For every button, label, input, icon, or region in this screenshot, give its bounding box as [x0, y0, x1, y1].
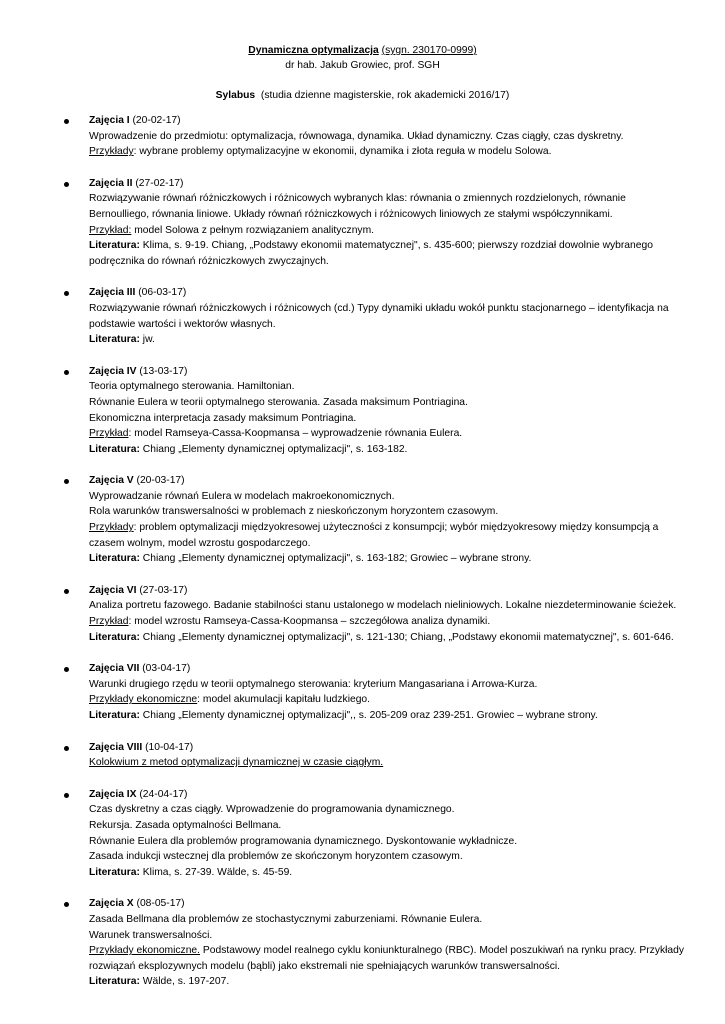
line-text: : wybrane problemy optymalizacyjne w ekonomii, dynamika i złota reguła w modelu Solowa.: [133, 146, 552, 158]
line-text: Chiang „Elementy dynamicznej optymalizacji",, s. 205-209 oraz 239-251. Growiec – wybrane strony.: [139, 710, 598, 721]
line-text: Czas dyskretny a czas ciągły. Wprowadzenie do programowania dynamicznego.: [89, 804, 455, 816]
lecturer-name: dr hab. Jakub Growiec, prof. SGH: [285, 60, 440, 71]
session-item: [0, 364, 725, 458]
line-text: Rozwiązywanie równań różniczkowych i różnicowych wybranych klas: równania o zmiennych rozdzielonych, równanie Bernoulliego, równania liniowe. Układy równań różniczkowych i różnicowych liniowych ze stałymi współczynnikami.: [89, 193, 626, 220]
line-text: model Solowa z pełnym rozwiązaniem analitycznym.: [131, 224, 375, 236]
session-line: [89, 865, 685, 881]
session-line: [89, 144, 685, 160]
session-title: Zajęcia VIII: [89, 741, 143, 753]
bullet-icon: [64, 589, 69, 594]
session-line: [89, 551, 685, 567]
line-text: jw.: [139, 334, 155, 346]
session-heading: [89, 787, 685, 803]
session-title: Zajęcia II: [89, 177, 133, 189]
session-line: [89, 379, 685, 395]
session-line: [89, 223, 685, 239]
line-text: Klima, s. 27-39. Wälde, s. 45-59.: [139, 866, 293, 878]
line-text: Zasada Bellmana dla problemów ze stochastycznymi zaburzeniami. Równanie Eulera.: [89, 913, 483, 925]
session-line: [89, 191, 685, 222]
line-text: Rozwiązywanie równań różniczkowych i różnicowych (cd.) Typy dynamiki układu wokół punktu stacjonarnego – identyfikacja na podstawie wartości i wektorów własnych.: [89, 302, 669, 330]
session-line: [89, 928, 685, 944]
literature-label: Literatura:: [89, 631, 140, 643]
session-line: [89, 708, 685, 724]
line-text: Podstawowy model realnego cyklu koniunkturalnego (RBC). Model poszukiwań na rynku pracy. Przykłady rozwiązań eksplozywnych modelu (bąbli) jako ekstremali nie spełniających warunków transwersalności.: [89, 945, 685, 972]
literature-label: Literatura:: [89, 710, 140, 721]
literature-label: Literatura:: [89, 976, 140, 988]
course-heading: [0, 43, 725, 58]
session-heading: [89, 740, 685, 756]
session-title: Zajęcia III: [89, 287, 136, 299]
session-line: [89, 598, 685, 614]
bullet-icon: [64, 902, 69, 907]
bullet-icon: [64, 370, 69, 375]
session-heading: [89, 473, 685, 489]
line-text: Wprowadzenie do przedmiotu: optymalizacja, równowaga, dynamika. Układ dynamiczny. Czas ciągły, czas dyskretny.: [89, 130, 624, 142]
session-item: [0, 787, 725, 881]
session-heading: [89, 661, 685, 677]
session-line: [89, 411, 685, 427]
literature-label: Literatura:: [89, 553, 140, 565]
session-item: [0, 661, 725, 723]
session-line: [89, 818, 685, 834]
line-text: Klima, s. 9-19. Chiang, „Podstawy ekonomii matematycznej", s. 435-600; pierwszy rozdział dowolnie wybranego podręcznika do równań różniczkowych zwyczajnych.: [89, 240, 653, 267]
session-item: [0, 285, 725, 347]
session-heading: [89, 896, 685, 912]
session-heading: [89, 176, 685, 192]
course-title: Dynamiczna optymalizacja: [248, 45, 379, 56]
literature-label: Literatura:: [89, 334, 140, 346]
line-text: Analiza portretu fazowego. Badanie stabilności stanu ustalonego w modelach nieliniowych. Lokalne niezdeterminowanie ścieżek.: [89, 600, 677, 612]
syllabus-label: Sylabus: [215, 90, 256, 101]
session-date: (27-02-17): [132, 177, 184, 189]
line-text: Teoria optymalnego sterowania. Hamiltonian.: [89, 381, 295, 393]
session-line: [89, 520, 685, 551]
session-line: [89, 332, 685, 348]
session-date: (08-05-17): [133, 898, 185, 910]
session-line: [89, 301, 685, 332]
line-label: Przykład: [89, 616, 129, 628]
syllabus-heading: [0, 88, 725, 103]
session-line: [89, 755, 685, 771]
session-line: [89, 489, 685, 505]
session-date: (27-03-17): [136, 584, 188, 596]
bullet-icon: [64, 182, 69, 187]
bullet-icon: [64, 119, 69, 124]
line-text: Zasada indukcji wstecznej dla problemów ze skończonym horyzontem czasowym.: [89, 851, 463, 863]
line-text: Równanie Eulera w teorii optymalnego sterowania. Zasada maksimum Pontriagina.: [89, 396, 468, 408]
session-title: Zajęcia X: [89, 898, 134, 910]
session-title: Zajęcia VII: [89, 663, 140, 675]
session-line: [89, 395, 685, 411]
line-text: : problem optymalizacji międzyokresowej użyteczności z konsumpcji; wybór międzyokresowy między konsumpcją a czasem wolnym, model wzrostu gospodarczego.: [89, 522, 659, 549]
session-line: [89, 426, 685, 442]
session-line: [89, 129, 685, 145]
line-label: Przykłady: [89, 146, 134, 158]
line-text: Rola warunków transwersalności w problemach z nieskończonym horyzontem czasowym.: [89, 506, 499, 518]
session-line: [89, 974, 685, 990]
session-line: [89, 692, 685, 708]
session-item: [0, 740, 725, 771]
session-date: (06-03-17): [135, 287, 187, 299]
line-label: Kolokwium z metod optymalizacji dynamicznej w czasie ciągłym.: [89, 757, 384, 769]
line-text: : model Ramseya-Cassa-Koopmansa – wyprowadzenie równania Eulera.: [128, 428, 463, 440]
line-text: Ekonomiczna interpretacja zasady maksimum Pontriagina.: [89, 412, 357, 424]
bullet-icon: [64, 793, 69, 798]
session-heading: [89, 583, 685, 599]
course-code: (sygn. 230170-0999): [381, 45, 477, 56]
session-date: (20-02-17): [129, 115, 181, 126]
line-text: Wyprowadzanie równań Eulera w modelach makroekonomicznych.: [89, 490, 395, 502]
session-line: [89, 614, 685, 630]
literature-label: Literatura:: [89, 866, 140, 878]
session-item: [0, 113, 725, 160]
session-line: [89, 849, 685, 865]
session-line: [89, 630, 685, 646]
line-label: Przykład:: [89, 224, 132, 236]
line-label: Przykład: [89, 428, 129, 440]
line-label: Przykłady ekonomiczne.: [89, 945, 201, 957]
session-line: [89, 943, 685, 974]
session-line: [89, 912, 685, 928]
line-text: Równanie Eulera dla problemów programowania dynamicznego. Dyskontowanie wykładnicze.: [89, 835, 518, 847]
session-line: [89, 677, 685, 693]
session-date: (20-03-17): [133, 475, 185, 487]
session-title: Zajęcia IV: [89, 365, 137, 377]
line-label: Przykłady ekonomiczne: [89, 694, 198, 706]
literature-label: Literatura:: [89, 443, 140, 455]
bullet-icon: [64, 746, 69, 751]
line-text: Warunek transwersalności.: [89, 929, 213, 941]
line-text: : model akumulacji kapitału ludzkiego.: [197, 694, 371, 706]
bullet-icon: [64, 291, 69, 296]
session-item: [0, 583, 725, 645]
session-item: [0, 176, 725, 270]
session-line: [89, 442, 685, 458]
session-title: Zajęcia I: [89, 115, 130, 126]
session-heading: [89, 113, 685, 129]
line-text: : model wzrostu Ramseya-Cassa-Koopmansa – szczegółowa analiza dynamiki.: [128, 616, 491, 628]
session-title: Zajęcia VI: [89, 584, 137, 596]
session-line: [89, 238, 685, 269]
session-date: (03-04-17): [139, 663, 191, 675]
session-date: (24-04-17): [136, 788, 188, 800]
line-text: Wälde, s. 197-207.: [139, 976, 230, 988]
session-title: Zajęcia V: [89, 475, 134, 487]
session-line: [89, 802, 685, 818]
line-text: Chiang „Elementy dynamicznej optymalizacji", s. 121-130; Chiang, „Podstawy ekonomii matematycznej", s. 601-646.: [139, 631, 674, 643]
literature-label: Literatura:: [89, 240, 140, 252]
session-date: (10-04-17): [142, 741, 194, 753]
line-label: Przykłady: [89, 522, 134, 534]
line-text: Rekursja. Zasada optymalności Bellmana.: [89, 819, 282, 831]
bullet-icon: [64, 479, 69, 484]
session-item: [0, 896, 725, 990]
session-list: [0, 113, 725, 990]
session-item: [0, 473, 725, 567]
bullet-icon: [64, 667, 69, 672]
session-heading: [89, 285, 685, 301]
line-text: Chiang „Elementy dynamicznej optymalizacji", s. 163-182; Growiec – wybrane strony.: [139, 553, 532, 565]
line-text: Chiang „Elementy dynamicznej optymalizacji", s. 163-182.: [139, 443, 408, 455]
session-line: [89, 834, 685, 850]
line-text: Warunki drugiego rzędu w teorii optymalnego sterowania: kryterium Mangasariana i Arrowa-Kurza.: [89, 678, 538, 690]
session-heading: [89, 364, 685, 380]
session-line: [89, 504, 685, 520]
session-date: (13-03-17): [136, 365, 188, 377]
session-title: Zajęcia IX: [89, 788, 137, 800]
syllabus-note: (studia dzienne magisterskie, rok akademicki 2016/17): [260, 90, 510, 101]
